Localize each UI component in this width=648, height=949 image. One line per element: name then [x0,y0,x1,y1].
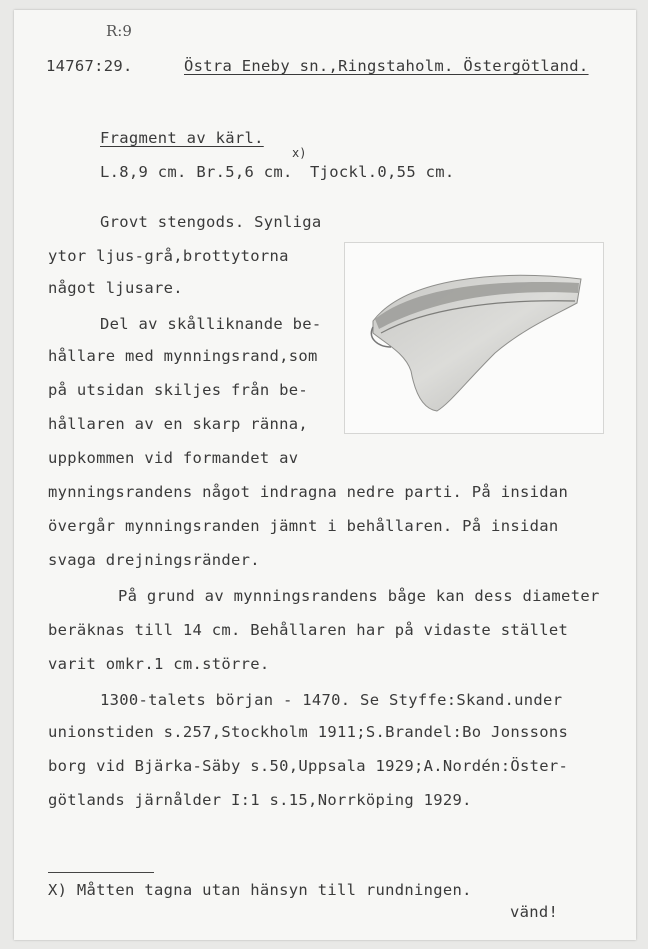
description-line: På grund av mynningsrandens båge kan dess diameter [118,587,600,605]
footnote-marker: x) [292,146,307,160]
description-line: något ljusare. [48,279,183,297]
description-line: 1300-talets början - 1470. Se Styffe:Skand.under [100,691,563,709]
description-line: Del av skålliknande be- [100,315,322,333]
description-line: beräknas till 14 cm. Behållaren har på vidaste stället [48,621,569,639]
item-title: Fragment av kärl. [100,129,264,147]
description-line: svaga drejningsränder. [48,551,260,569]
pottery-fragment-image [345,243,603,433]
description-line: unionstiden s.257,Stockholm 1911;S.Brandel:Bo Jonssons [48,723,569,741]
description-line: uppkommen vid formandet av [48,449,299,467]
handwritten-number: R:9 [106,22,132,40]
catalog-number: 14767:29. [46,57,133,75]
footnote-divider [48,872,154,873]
description-line: hållaren av en skarp ränna, [48,415,309,433]
fragment-photo [344,242,604,434]
location-heading: Östra Eneby sn.,Ringstaholm. Östergötland. [184,57,589,75]
description-line: på utsidan skiljes från be- [48,381,309,399]
description-line: götlands järnålder I:1 s.15,Norrköping 1929. [48,791,472,809]
description-line: övergår mynningsranden jämnt i behållaren. På insidan [48,517,559,535]
description-line: ytor ljus-grå,brottytorna [48,247,289,265]
turn-over-note: vänd! [510,903,559,921]
footnote-text: X) Måtten tagna utan hänsyn till rundningen. [48,881,472,899]
description-line: varit omkr.1 cm.större. [48,655,270,673]
description-line: mynningsrandens något indragna nedre parti. På insidan [48,483,569,501]
catalog-card [14,10,636,940]
description-line: borg vid Bjärka-Säby s.50,Uppsala 1929;A.Nordén:Öster- [48,757,569,775]
description-line: hållare med mynningsrand,som [48,347,318,365]
dimensions-thickness: Tjockl.0,55 cm. [310,163,455,181]
description-line: Grovt stengods. Synliga [100,213,322,231]
dimensions-length-width: L.8,9 cm. Br.5,6 cm. [100,163,293,181]
